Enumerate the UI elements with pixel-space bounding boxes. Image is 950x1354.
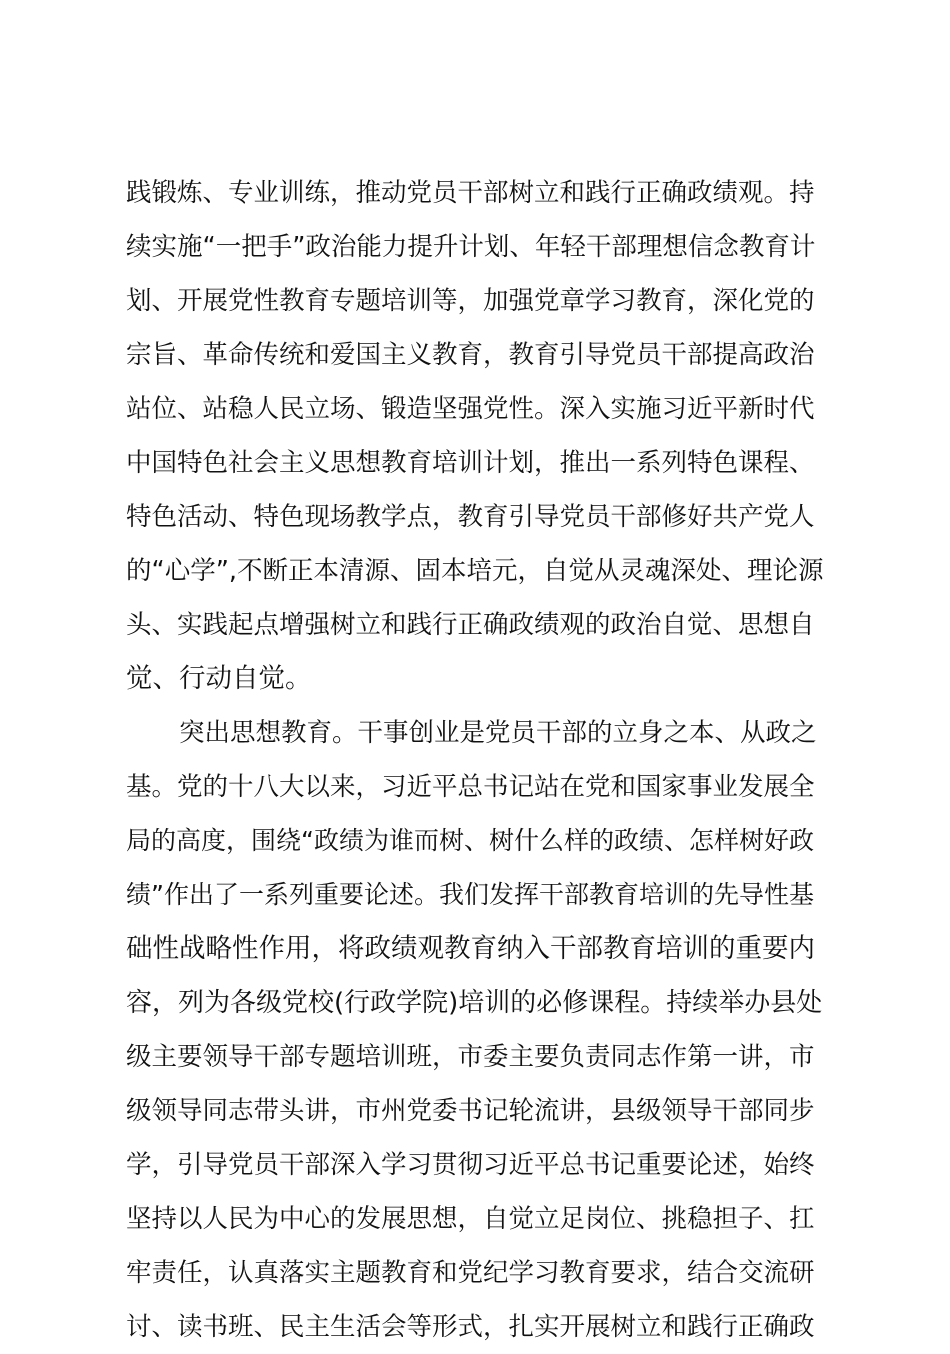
text-line: 续实施“一把手”政治能力提升计划、年轻干部理想信念教育计: [126, 232, 816, 262]
text-line: 坚持以人民为中心的发展思想，自觉立足岗位、挑稳担子、扛: [126, 1204, 815, 1234]
text-line: 划、开展党性教育专题培训等，加强党章学习教育，深化党的: [126, 286, 815, 316]
document-body: [126, 166, 826, 1354]
text-line: 头、实践起点增强树立和践行正确政绩观的政治自觉、思想自: [126, 610, 815, 640]
text-line: 宗旨、革命传统和爱国主义教育，教育引导党员干部提高政治: [126, 340, 815, 370]
text-line: 级主要领导干部专题培训班，市委主要负责同志作第一讲，市: [126, 1042, 815, 1072]
text-line: 中国特色社会主义思想教育培训计划，推出一系列特色课程、: [126, 448, 815, 478]
text-line: 局的高度，围绕“政绩为谁而树、树什么样的政绩、怎样树好政: [126, 826, 814, 855]
paragraph-ideological-education: [126, 706, 826, 1354]
text-line: 绩”作出了一系列重要论述。我们发挥干部教育培训的先导性基: [126, 880, 814, 909]
text-line: 牢责任，认真落实主题教育和党纪学习教育要求，结合交流研: [126, 1258, 815, 1288]
text-line: 基。党的十八大以来，习近平总书记站在党和国家事业发展全: [126, 772, 815, 802]
text-line: 讨、读书班、民主生活会等形式，扎实开展树立和践行正确政: [126, 1312, 815, 1342]
text-line-indented: 突出思想教育。干事创业是党员干部的立身之本、从政之: [179, 718, 817, 748]
text-line: 站位、站稳人民立场、锻造坚强党性。深入实施习近平新时代: [126, 394, 815, 424]
text-line: 的“心学”,不断正本清源、固本培元，自觉从灵魂深处、理论源: [126, 556, 824, 586]
text-line: 践锻炼、专业训练，推动党员干部树立和践行正确政绩观。持: [126, 178, 815, 208]
paragraph-practice-training: [126, 166, 826, 706]
text-line: 础性战略性作用，将政绩观教育纳入干部教育培训的重要内: [126, 933, 815, 964]
text-line: 容，列为各级党校(行政学院)培训的必修课程。持续举办县处: [126, 988, 823, 1018]
text-line: 级领导同志带头讲，市州党委书记轮流讲，县级领导干部同步: [126, 1096, 815, 1126]
text-line: 特色活动、特色现场教学点，教育引导党员干部修好共产党人: [126, 502, 815, 532]
text-line: 学，引导党员干部深入学习贯彻习近平总书记重要论述，始终: [126, 1150, 815, 1180]
text-line: 觉、行动自觉。: [126, 663, 312, 694]
